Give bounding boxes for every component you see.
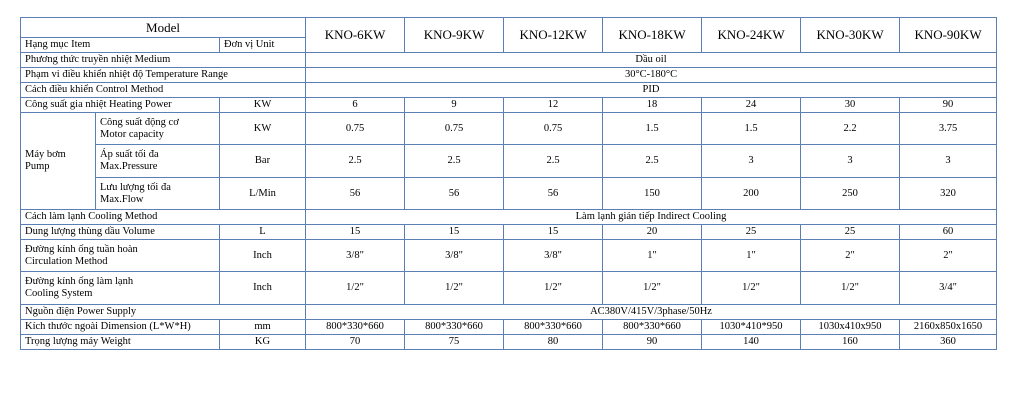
value-cell: 1/2" — [504, 272, 603, 305]
value-cell: 2.5 — [603, 145, 702, 178]
value-cell: 25 — [801, 225, 900, 240]
model-col-header: KNO-90KW — [900, 18, 997, 53]
value-cell: 9 — [405, 98, 504, 113]
unit-cell: Inch — [220, 272, 306, 305]
unit-cell: Bar — [220, 145, 306, 178]
value-cell: 6 — [306, 98, 405, 113]
value-cell: 1/2" — [306, 272, 405, 305]
table-row — [21, 335, 997, 350]
model-col-header: KNO-9KW — [405, 18, 504, 53]
value-cell: 250 — [801, 178, 900, 210]
value-cell: 160 — [801, 335, 900, 350]
value-cell: 3 — [801, 145, 900, 178]
table-row — [21, 272, 997, 305]
value-cell: 0.75 — [306, 113, 405, 145]
merged-value: PID — [306, 83, 997, 98]
table-row — [21, 210, 997, 225]
model-col-header: KNO-12KW — [504, 18, 603, 53]
unit-cell: Inch — [220, 240, 306, 272]
row-label-vi: Lưu lượng tối đa — [100, 181, 171, 193]
model-col-header: KNO-18KW — [603, 18, 702, 53]
table-row — [21, 68, 997, 83]
row-label — [96, 113, 220, 145]
unit-cell: KW — [220, 113, 306, 145]
unit-cell: L/Min — [220, 178, 306, 210]
spec-table — [20, 17, 997, 350]
value-cell: 2" — [900, 240, 997, 272]
row-label — [96, 145, 220, 178]
unit-header: Đơn vị Unit — [220, 38, 306, 53]
value-cell: 1.5 — [702, 113, 801, 145]
value-cell: 1.5 — [603, 113, 702, 145]
value-cell: 3/8" — [504, 240, 603, 272]
value-cell: 800*330*660 — [504, 320, 603, 335]
row-label: Cách làm lạnh Cooling Method — [21, 210, 306, 225]
value-cell: 1/2" — [702, 272, 801, 305]
row-label: Trọng lượng máy Weight — [21, 335, 220, 350]
item-header: Hạng mục Item — [21, 38, 220, 53]
merged-value: 30°C-180°C — [306, 68, 997, 83]
value-cell: 800*330*660 — [306, 320, 405, 335]
table-row — [21, 145, 997, 178]
model-col-header: KNO-6KW — [306, 18, 405, 53]
row-label-vi: Áp suất tối đa — [100, 149, 159, 160]
value-cell: 2" — [801, 240, 900, 272]
table-row — [21, 178, 997, 210]
unit-cell: KG — [220, 335, 306, 350]
value-cell: 2.2 — [801, 113, 900, 145]
row-label-vi: Đường kính ống tuần hoàn — [25, 243, 138, 255]
value-cell: 70 — [306, 335, 405, 350]
value-cell: 0.75 — [405, 113, 504, 145]
row-label: Cách điều khiển Control Method — [21, 83, 306, 98]
table-row — [21, 240, 997, 272]
value-cell: 800*330*660 — [603, 320, 702, 335]
header-row-top — [21, 18, 997, 38]
value-cell: 1/2" — [405, 272, 504, 305]
table-row — [21, 98, 997, 113]
value-cell: 2.5 — [504, 145, 603, 178]
value-cell: 25 — [702, 225, 801, 240]
value-cell: 3.75 — [900, 113, 997, 145]
value-cell: 15 — [306, 225, 405, 240]
row-label: Nguồn điện Power Supply — [21, 305, 306, 320]
value-cell: 2160x850x1650 — [900, 320, 997, 335]
pump-group-label — [21, 113, 96, 210]
table-row — [21, 53, 997, 68]
value-cell: 3 — [900, 145, 997, 178]
model-col-header: KNO-24KW — [702, 18, 801, 53]
value-cell: 56 — [306, 178, 405, 210]
row-label: Phạm vi điều khiển nhiệt độ Temperature Range — [21, 68, 306, 83]
value-cell: 3 — [702, 145, 801, 178]
table-row — [21, 320, 997, 335]
table-row — [21, 113, 997, 145]
value-cell: 15 — [504, 225, 603, 240]
value-cell: 800*330*660 — [405, 320, 504, 335]
value-cell: 2.5 — [405, 145, 504, 178]
merged-value: Dầu oil — [306, 53, 997, 68]
table-row — [21, 225, 997, 240]
row-label: Kích thước ngoài Dimension (L*W*H) — [21, 320, 220, 335]
pump-label-en: Pump — [25, 161, 50, 172]
value-cell: 320 — [900, 178, 997, 210]
row-label-en: Max.Pressure — [100, 161, 158, 172]
value-cell: 56 — [504, 178, 603, 210]
unit-cell: KW — [220, 98, 306, 113]
value-cell: 1" — [603, 240, 702, 272]
table-row — [21, 83, 997, 98]
value-cell: 1" — [702, 240, 801, 272]
value-cell: 1/2" — [801, 272, 900, 305]
pump-label-vi: Máy bơm — [25, 149, 66, 160]
value-cell: 56 — [405, 178, 504, 210]
value-cell: 30 — [801, 98, 900, 113]
value-cell: 1030*410*950 — [702, 320, 801, 335]
value-cell: 80 — [504, 335, 603, 350]
value-cell: 90 — [603, 335, 702, 350]
value-cell: 3/8" — [306, 240, 405, 272]
merged-value: Làm lạnh gián tiếp Indirect Cooling — [306, 210, 997, 225]
value-cell: 1030x410x950 — [801, 320, 900, 335]
table-row — [21, 305, 997, 320]
value-cell: 18 — [603, 98, 702, 113]
row-label-en: Max.Flow — [100, 193, 144, 205]
value-cell: 20 — [603, 225, 702, 240]
value-cell: 200 — [702, 178, 801, 210]
value-cell: 1/2" — [603, 272, 702, 305]
value-cell: 0.75 — [504, 113, 603, 145]
merged-value: AC380V/415V/3phase/50Hz — [306, 305, 997, 320]
model-header: Model — [21, 18, 306, 38]
value-cell: 75 — [405, 335, 504, 350]
unit-cell: mm — [220, 320, 306, 335]
model-col-header: KNO-30KW — [801, 18, 900, 53]
unit-cell: L — [220, 225, 306, 240]
row-label: Phương thức truyền nhiệt Medium — [21, 53, 306, 68]
row-label-en: Motor capacity — [100, 128, 164, 140]
value-cell: 360 — [900, 335, 997, 350]
value-cell: 15 — [405, 225, 504, 240]
row-label: Công suất gia nhiệt Heating Power — [21, 98, 220, 113]
value-cell: 24 — [702, 98, 801, 113]
row-label-en: Cooling System — [25, 288, 93, 299]
value-cell: 150 — [603, 178, 702, 210]
value-cell: 2.5 — [306, 145, 405, 178]
value-cell: 60 — [900, 225, 997, 240]
value-cell: 3/4" — [900, 272, 997, 305]
value-cell: 140 — [702, 335, 801, 350]
value-cell: 3/8" — [405, 240, 504, 272]
row-label-vi: Đường kính ống làm lạnh — [25, 276, 134, 287]
row-label-vi: Công suất động cơ — [100, 116, 179, 128]
value-cell: 12 — [504, 98, 603, 113]
row-label — [21, 240, 220, 272]
row-label — [21, 272, 220, 305]
value-cell: 90 — [900, 98, 997, 113]
row-label: Dung lượng thùng dầu Volume — [21, 225, 220, 240]
row-label — [96, 178, 220, 210]
row-label-en: Circulation Method — [25, 255, 108, 267]
